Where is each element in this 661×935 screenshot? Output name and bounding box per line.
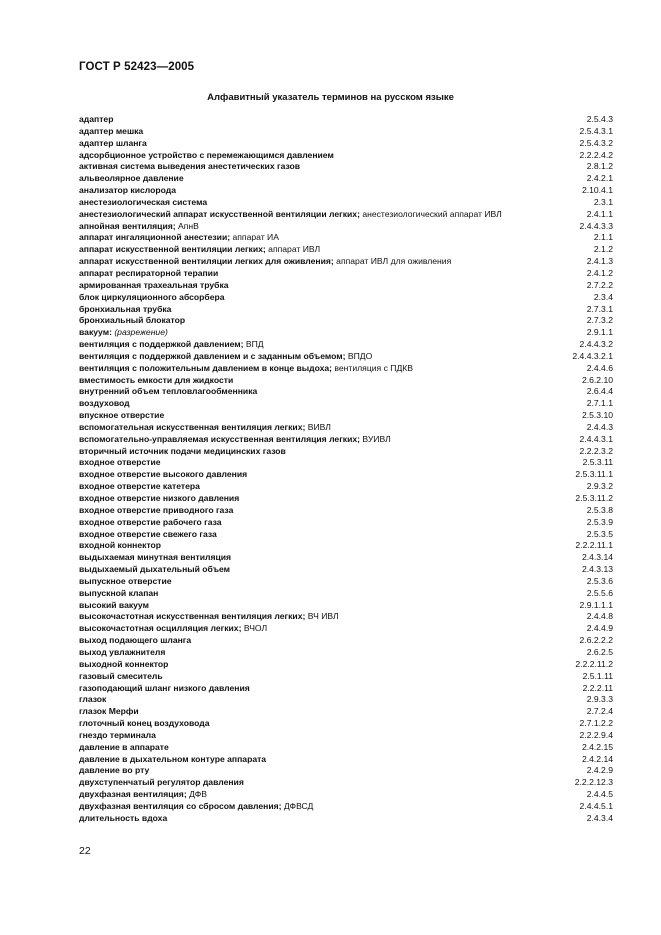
entry-term: двухфазная вентиляция со сбросом давления (79, 800, 279, 811)
entry-term: анестезиологический аппарат искусственной вентиляции легких (79, 208, 358, 219)
entry-term: аппарат респираторной терапии (79, 267, 219, 278)
index-entry (79, 398, 613, 410)
entry-code: 2.4.1.2 (583, 268, 613, 280)
entry-code: 2.5.3.8 (583, 505, 613, 517)
entry-code: 2.7.1.2.2 (576, 718, 613, 730)
entry-term: высокий вакуум (79, 599, 149, 610)
entry-term: вспомогательно-управляемая искусственная вентиляция легких (79, 433, 358, 444)
entry-code: 2.2.2.11 (579, 683, 613, 695)
entry-code: 2.4.3.13 (578, 564, 613, 576)
index-entry: вспомогательная искусственная вентиляция легких; ВИВЛ 2.4.4.3 (79, 421, 613, 432)
entry-term: апнойная вентиляция (79, 220, 173, 231)
index-entry: аппарат искусственной вентиляции легких для оживления; аппарат ИВЛ для оживления 2.4.1.3 (79, 256, 613, 267)
entry-synonym: аппарат ИВЛ для оживления (336, 256, 452, 267)
entry-term: газоподающий шланг низкого давления (79, 682, 250, 693)
entry-code: 2.5.3.9 (583, 517, 613, 529)
entry-code: 2.7.2.2 (583, 280, 613, 292)
index-title: Алфавитный указатель терминов на русском языке (207, 92, 454, 103)
entry-code: 2.6.4.4 (583, 386, 613, 398)
entry-term: воздуховод (79, 398, 130, 409)
index-entry (79, 481, 613, 493)
entry-term: входное отверстие рабочего газа (79, 516, 222, 527)
entry-code: 2.5.4.3.1 (576, 126, 613, 138)
entry-code: 2.4.4.8 (583, 611, 613, 623)
entry-term: газовый смеситель (79, 670, 163, 681)
index-entry: вентиляция с поддержкой давлением; ВПД 2.4.4.3.2 (79, 339, 613, 350)
index-entry (79, 386, 613, 398)
entry-code: 2.5.5.6 (583, 588, 613, 600)
entry-term: вентиляция с поддержкой давлением и с заданным объемом (79, 350, 343, 361)
entry-code: 2.4.1.1 (583, 209, 613, 221)
entry-term: бронхиальный блокатор (79, 315, 186, 326)
entry-term: адаптер шланга (79, 137, 147, 148)
entry-term: двухступенчатый регулятор давления (79, 777, 244, 788)
index-entry (79, 505, 613, 517)
index-entry (79, 754, 613, 766)
entry-term: впускное отверстие (79, 410, 165, 421)
index-entry (79, 683, 613, 695)
index-entry (79, 410, 613, 422)
entry-term: высокочастотная осцилляция легких (79, 623, 239, 634)
entry-term: входное отверстие приводного газа (79, 504, 234, 515)
entry-term: выдыхаемая минутная вентиляция (79, 552, 232, 563)
entry-synonym: ВПД (245, 339, 264, 350)
entry-code: 2.4.2.1 (583, 173, 613, 185)
index-entry (79, 647, 613, 659)
entry-term: глоточный конец воздуховода (79, 718, 210, 729)
entry-term: входное отверстие (79, 457, 161, 468)
entry-synonym: ДФВ (189, 789, 207, 800)
entry-term: входное отверстие высокого давления (79, 469, 248, 480)
entry-term: глазок (79, 694, 107, 705)
entry-term: глазок Мерфи (79, 706, 139, 717)
index-entry (79, 706, 613, 718)
entry-synonym: ВПДО (347, 350, 373, 361)
entry-term: выпускной клапан (79, 587, 159, 598)
entry-code: 2.8.1.2 (583, 161, 613, 173)
index-entry: анестезиологический аппарат искусственной вентиляции легких; анестезиологический аппарат ИВЛ 2.4.1.1 (79, 208, 613, 219)
entry-code: 2.5.4.3 (583, 114, 613, 126)
index-entry: высокочастотная осцилляция легких; ВЧОЛ 2.4.4.9 (79, 623, 613, 634)
index-entry (79, 446, 613, 458)
entry-code: 2.4.4.3.1 (576, 434, 613, 446)
entry-term: высокочастотная искусственная вентиляция легких (79, 611, 303, 622)
entry-code: 2.4.4.5 (583, 789, 613, 801)
entry-synonym: ВИВЛ (307, 421, 331, 432)
entry-code: 2.9.1.1.1 (576, 600, 613, 612)
entry-term: вспомогательная искусственная вентиляция легких (79, 421, 303, 432)
entry-code: 2.5.3.11.1 (571, 469, 613, 481)
index-entry (79, 529, 613, 541)
entry-code: 2.6.2.2.2 (576, 635, 613, 647)
entry-term: блок циркуляционного абсорбера (79, 291, 225, 302)
entry-code: 2.1.1 (590, 232, 613, 244)
entry-code: 2.10.4.1 (578, 185, 613, 197)
entry-term: входное отверстие катетера (79, 481, 200, 492)
index-entry: двухфазная вентиляция со сбросом давления; ДФВСД 2.4.4.5.1 (79, 800, 613, 811)
index-entry (79, 126, 613, 138)
index-entry (79, 469, 613, 481)
index-entry (79, 635, 613, 647)
index-entry (79, 457, 613, 469)
index-entry (79, 173, 613, 185)
entry-code: 2.9.3.3 (583, 694, 613, 706)
entry-term: аппарат искусственной вентиляции легких (79, 244, 263, 255)
index-entry (79, 588, 613, 600)
entry-term: выдыхаемый дыхательный объем (79, 564, 231, 575)
entry-code: 2.2.2.4.2 (576, 150, 613, 162)
entry-term: длительность вдоха (79, 812, 168, 823)
entry-code: 2.4.4.3.2 (576, 339, 613, 351)
term-index-list (79, 114, 613, 825)
entry-term: давление в дыхательном контуре аппарата (79, 753, 267, 764)
entry-term: выход подающего шланга (79, 635, 192, 646)
entry-code: 2.6.2.10 (578, 375, 613, 387)
index-entry (79, 114, 613, 126)
document-header: ГОСТ Р 52423—2005 (79, 61, 195, 73)
entry-code: 2.4.4.9 (583, 623, 613, 635)
index-entry (79, 185, 613, 197)
index-entry (79, 659, 613, 671)
entry-code: 2.9.3.2 (583, 481, 613, 493)
entry-code: 2.2.2.3.2 (576, 446, 613, 458)
entry-term: выходной коннектор (79, 658, 169, 669)
entry-term: вторичный источник подачи медицинских газов (79, 445, 286, 456)
entry-code: 2.4.4.3.3 (576, 221, 613, 233)
entry-code: 2.1.2 (590, 244, 613, 256)
entry-synonym: ВЧОЛ (243, 623, 268, 634)
entry-term: входное отверстие свежего газа (79, 528, 217, 539)
entry-code: 2.7.1.1 (583, 398, 613, 410)
entry-synonym: аппарат ИА (232, 232, 279, 243)
entry-synonym: анестезиологический аппарат ИВЛ (362, 208, 502, 219)
entry-term: гнездо терминала (79, 729, 156, 740)
entry-code: 2.5.4.3.2 (576, 138, 613, 150)
entry-term: альвеолярное давление (79, 173, 184, 184)
index-entry: аппарат искусственной вентиляции легких; аппарат ИВЛ 2.1.2 (79, 244, 613, 255)
index-entry: вентиляция с поддержкой давлением и с заданным объемом; ВПДО 2.4.4.3.2.1 (79, 350, 613, 361)
index-entry (79, 280, 613, 292)
entry-term: адсорбционное устройство с перемежающимся давлением (79, 149, 334, 160)
index-entry (79, 375, 613, 387)
entry-code: 2.6.2.5 (583, 647, 613, 659)
index-entry (79, 517, 613, 529)
entry-synonym: ВЧ ИВЛ (307, 611, 339, 622)
entry-term: выход увлажнителя (79, 646, 166, 657)
entry-term: входной коннектор (79, 540, 162, 551)
entry-synonym: вентиляция с ПДКВ (334, 362, 414, 373)
entry-code: 2.2.2.11.2 (571, 659, 613, 671)
entry-code: 2.9.1.1 (583, 327, 613, 339)
entry-term: двухфазная вентиляция (79, 789, 184, 800)
entry-code: 2.2.2.11.1 (571, 540, 613, 552)
entry-term: внутренний объем тепловлагообменника (79, 386, 258, 397)
index-entry: аппарат ингаляционной анестезии; аппарат ИА 2.1.1 (79, 232, 613, 243)
index-entry (79, 161, 613, 173)
index-entry (79, 564, 613, 576)
index-entry (79, 315, 613, 327)
entry-term: выпускное отверстие (79, 575, 172, 586)
index-entry (79, 138, 613, 150)
entry-term: адаптер (79, 114, 114, 124)
entry-code: 2.7.2.4 (583, 706, 613, 718)
entry-term: бронхиальная трубка (79, 303, 172, 314)
entry-synonym: аппарат ИВЛ (268, 244, 321, 255)
index-entry: апнойная вентиляция; АпнВ 2.4.4.3.3 (79, 220, 613, 231)
index-entry (79, 493, 613, 505)
entry-term: активная система выведения анестетических газов (79, 161, 301, 172)
index-entry (79, 197, 613, 209)
entry-code: 2.7.3.2 (583, 315, 613, 327)
index-entry (79, 292, 613, 304)
entry-term: давление в аппарате (79, 741, 169, 752)
entry-code: 2.4.3.4 (583, 813, 613, 825)
entry-term: аппарат ингаляционной анестезии (79, 232, 228, 243)
entry-code: 2.4.1.3 (583, 256, 613, 268)
entry-code: 2.5.3.11 (579, 457, 613, 469)
page-number: 22 (79, 845, 91, 857)
index-entry (79, 694, 613, 706)
index-entry: высокочастотная искусственная вентиляция легких; ВЧ ИВЛ 2.4.4.8 (79, 611, 613, 622)
entry-term: армированная трахеальная трубка (79, 279, 229, 290)
entry-code: 2.4.4.3 (583, 422, 613, 434)
entry-code: 2.3.1 (590, 197, 613, 209)
entry-code: 2.5.3.10 (578, 410, 613, 422)
entry-term: давление во рту (79, 765, 150, 776)
entry-code: 2.4.4.3.2.1 (568, 351, 613, 363)
entry-code: 2.2.2.9.4 (576, 730, 613, 742)
index-entry (79, 540, 613, 552)
index-entry (79, 730, 613, 742)
index-entry (79, 813, 613, 825)
entry-term: вакуум (79, 327, 110, 338)
entry-term: вместимость емкости для жидкости (79, 374, 234, 385)
index-entry (79, 671, 613, 683)
entry-term: анестезиологическая система (79, 196, 208, 207)
entry-term: вентиляция с положительным давлением в конце выдоха (79, 362, 330, 373)
entry-code: 2.4.2.9 (583, 765, 613, 777)
entry-synonym: ДФВСД (283, 800, 314, 811)
entry-code: 2.4.4.5.1 (576, 801, 613, 813)
entry-term: вентиляция с поддержкой давлением (79, 339, 241, 350)
entry-code: 2.5.3.5 (583, 529, 613, 541)
index-entry (79, 268, 613, 280)
index-entry (79, 304, 613, 316)
index-entry (79, 600, 613, 612)
entry-code: 2.4.3.14 (578, 552, 613, 564)
entry-code: 2.4.2.15 (578, 742, 613, 754)
index-entry: вентиляция с положительным давлением в конце выдоха; вентиляция с ПДКВ 2.4.4.6 (79, 362, 613, 373)
index-entry (79, 576, 613, 588)
entry-term: аппарат искусственной вентиляции легких для оживления (79, 256, 331, 267)
entry-term: входное отверстие низкого давления (79, 493, 240, 503)
index-entry (79, 150, 613, 162)
index-entry: вакуум: (разрежение) 2.9.1.1 (79, 327, 613, 338)
entry-term: анализатор кислорода (79, 185, 176, 196)
entry-code: 2.5.1.11 (579, 671, 613, 683)
entry-code: 2.2.2.12.3 (571, 777, 613, 789)
entry-code: 2.4.2.14 (578, 754, 613, 766)
index-entry: двухфазная вентиляция; ДФВ 2.4.4.5 (79, 789, 613, 800)
index-entry (79, 718, 613, 730)
index-entry (79, 552, 613, 564)
entry-code: 2.4.4.6 (583, 363, 613, 375)
index-entry: вспомогательно-управляемая искусственная вентиляция легких; ВУИВЛ 2.4.4.3.1 (79, 433, 613, 444)
entry-code: 2.7.3.1 (583, 304, 613, 316)
index-entry (79, 765, 613, 777)
entry-code: 2.3.4 (590, 292, 613, 304)
entry-code: 2.5.3.11.2 (571, 493, 613, 505)
index-entry (79, 777, 613, 789)
entry-term: адаптер мешка (79, 125, 144, 136)
index-entry (79, 742, 613, 754)
entry-code: 2.5.3.6 (583, 576, 613, 588)
entry-synonym: (разрежение) (114, 327, 168, 338)
entry-synonym: АпнВ (178, 220, 199, 231)
entry-synonym: ВУИВЛ (362, 433, 391, 444)
